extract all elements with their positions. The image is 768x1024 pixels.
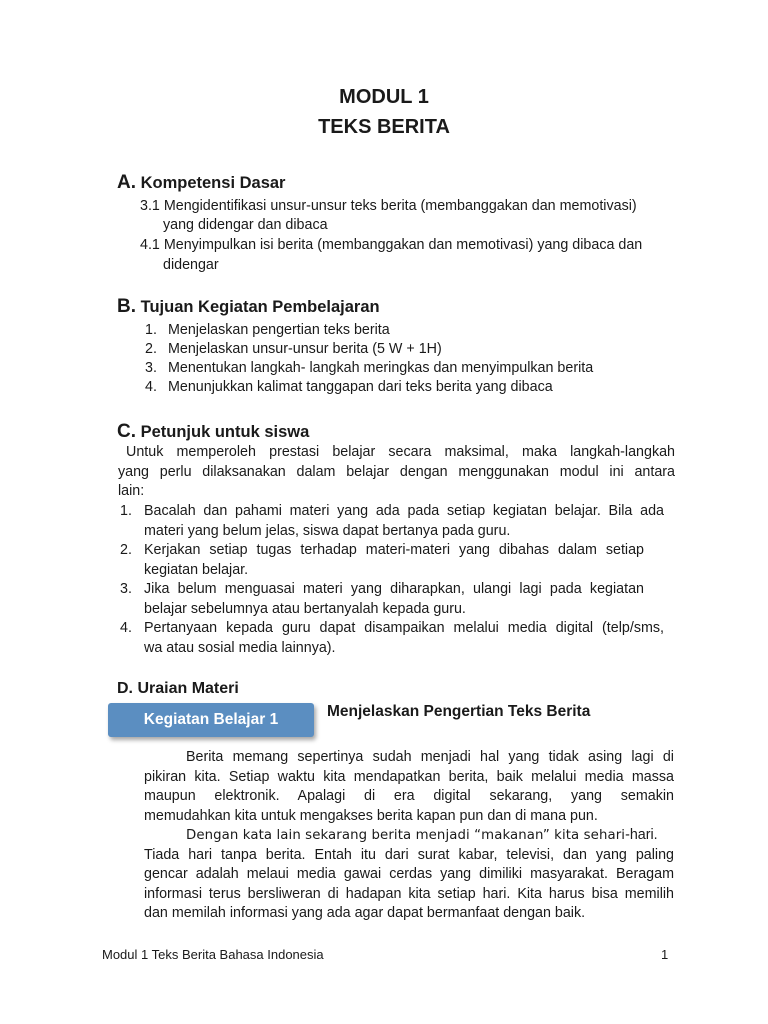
petunjuk-item-2-line-2: kegiatan belajar. (144, 561, 249, 578)
section-b-heading (117, 296, 380, 318)
petunjuk-num-2: 2. (120, 542, 132, 558)
kd-line-4: didengar (163, 257, 219, 273)
petunjuk-item-3 (144, 580, 644, 619)
petunjuk-item-1-line-2: materi yang belum jelas, siswa dapat bertanya pada guru. (144, 522, 511, 539)
petunjuk-item-3-line-2: belajar sebelumnya atau bertanyalah kepada guru. (144, 600, 466, 617)
kd-line-3: 4.1 Menyimpulkan isi berita (membanggakan dan memotivasi) yang dibaca dan (140, 237, 643, 253)
section-b-title: Tujuan Kegiatan Pembelajaran (140, 298, 380, 316)
tujuan-num-1: 1. (145, 322, 157, 338)
module-title: MODUL 1 (339, 86, 429, 108)
activity-title: Menjelaskan Pengertian Teks Berita (327, 703, 591, 720)
petunjuk-num-4: 4. (120, 620, 132, 636)
petunjuk-item-2 (144, 541, 644, 580)
section-c-title: Petunjuk untuk siswa (140, 423, 310, 441)
section-a-title: Kompetensi Dasar (140, 174, 286, 192)
materi-line-5-suffix: -hari. (625, 827, 658, 843)
tujuan-item-3: Menentukan langkah- langkah meringkas dan menyimpulkan berita (168, 360, 594, 376)
petunjuk-item-1-line-1: Bacalah dan pahami materi yang ada pada setiap kegiatan belajar. Bila ada (144, 503, 664, 519)
tujuan-num-2: 2. (145, 341, 157, 357)
petunjuk-intro-line-2: yang perlu dilaksanakan dalam belajar dengan menggunakan modul ini antara (118, 463, 675, 480)
tujuan-item-2: Menjelaskan unsur-unsur berita (5 W + 1H) (168, 341, 442, 357)
materi-line-5-text: Dengan kata lain sekarang berita menjadi “makanan” kita sehari (186, 828, 626, 843)
section-d-letter: D. (117, 680, 133, 697)
petunjuk-item-1 (144, 502, 664, 541)
activity-badge: Kegiatan Belajar 1 (108, 703, 314, 737)
section-c-letter: C. (117, 421, 136, 442)
page-number: 1 (661, 947, 669, 962)
materi-paragraph (144, 748, 674, 924)
section-d-title: Uraian Materi (137, 680, 239, 697)
materi-line-4: memudahkan kita untuk mengakses berita kapan pun dan di mana pun. (144, 807, 598, 824)
materi-line-7: gencar adalah melaui media gawai cerdas yang dimiliki masyarakat. Beragam (144, 866, 674, 882)
section-d-heading (117, 680, 239, 698)
petunjuk-intro (118, 443, 675, 502)
petunjuk-num-3: 3. (120, 581, 132, 597)
tujuan-num-3: 3. (145, 360, 157, 376)
petunjuk-item-4-line-1: Pertanyaan kepada guru dapat disampaikan melalui media digital (telp/sms, (144, 620, 664, 636)
materi-line-1: Berita memang sepertinya sudah menjadi hal yang tidak asing lagi di (186, 749, 674, 765)
petunjuk-num-1: 1. (120, 503, 132, 519)
petunjuk-intro-line-1: Untuk memperoleh prestasi belajar secara maksimal, maka langkah-langkah (126, 444, 675, 460)
section-a-letter: A. (117, 172, 136, 193)
materi-line-5 (144, 826, 674, 846)
kd-line-1: 3.1 Mengidentifikasi unsur-unsur teks berita (membanggakan dan memotivasi) (140, 198, 637, 214)
section-c-heading (117, 421, 309, 443)
kd-line-2: yang didengar dan dibaca (163, 217, 328, 233)
tujuan-num-4: 4. (145, 379, 157, 395)
topic-title: TEKS BERITA (318, 116, 450, 138)
section-a-heading (117, 172, 285, 194)
materi-line-8: informasi terus bersliweran di hadapan kita setiap hari. Kita harus bisa memilih (144, 885, 674, 902)
tujuan-item-4: Menunjukkan kalimat tanggapan dari teks berita yang dibaca (168, 379, 553, 395)
petunjuk-item-4 (144, 619, 664, 658)
tujuan-item-1: Menjelaskan pengertian teks berita (168, 322, 390, 338)
section-b-letter: B. (117, 296, 136, 317)
petunjuk-intro-line-3: lain: (118, 483, 145, 499)
materi-line-2: pikiran kita. Setiap waktu kita mendapatkan berita, baik melalui media massa (144, 768, 674, 785)
materi-line-9: dan memilah informasi yang ada agar dapat bermanfaat dengan baik. (144, 905, 586, 921)
petunjuk-item-2-line-1: Kerjakan setiap tugas terhadap materi-materi yang dibahas dalam setiap (144, 542, 644, 558)
materi-line-6: Tiada hari tanpa berita. Entah itu dari surat kabar, televisi, dan yang paling (144, 846, 674, 863)
footer-text: Modul 1 Teks Berita Bahasa Indonesia (102, 947, 324, 962)
materi-line-3: maupun elektronik. Apalagi di era digital sekarang, yang semakin (144, 788, 674, 804)
petunjuk-item-3-line-1: Jika belum menguasai materi yang diharapkan, ulangi lagi pada kegiatan (144, 581, 644, 597)
petunjuk-item-4-line-2: wa atau sosial media lainnya). (144, 639, 336, 656)
